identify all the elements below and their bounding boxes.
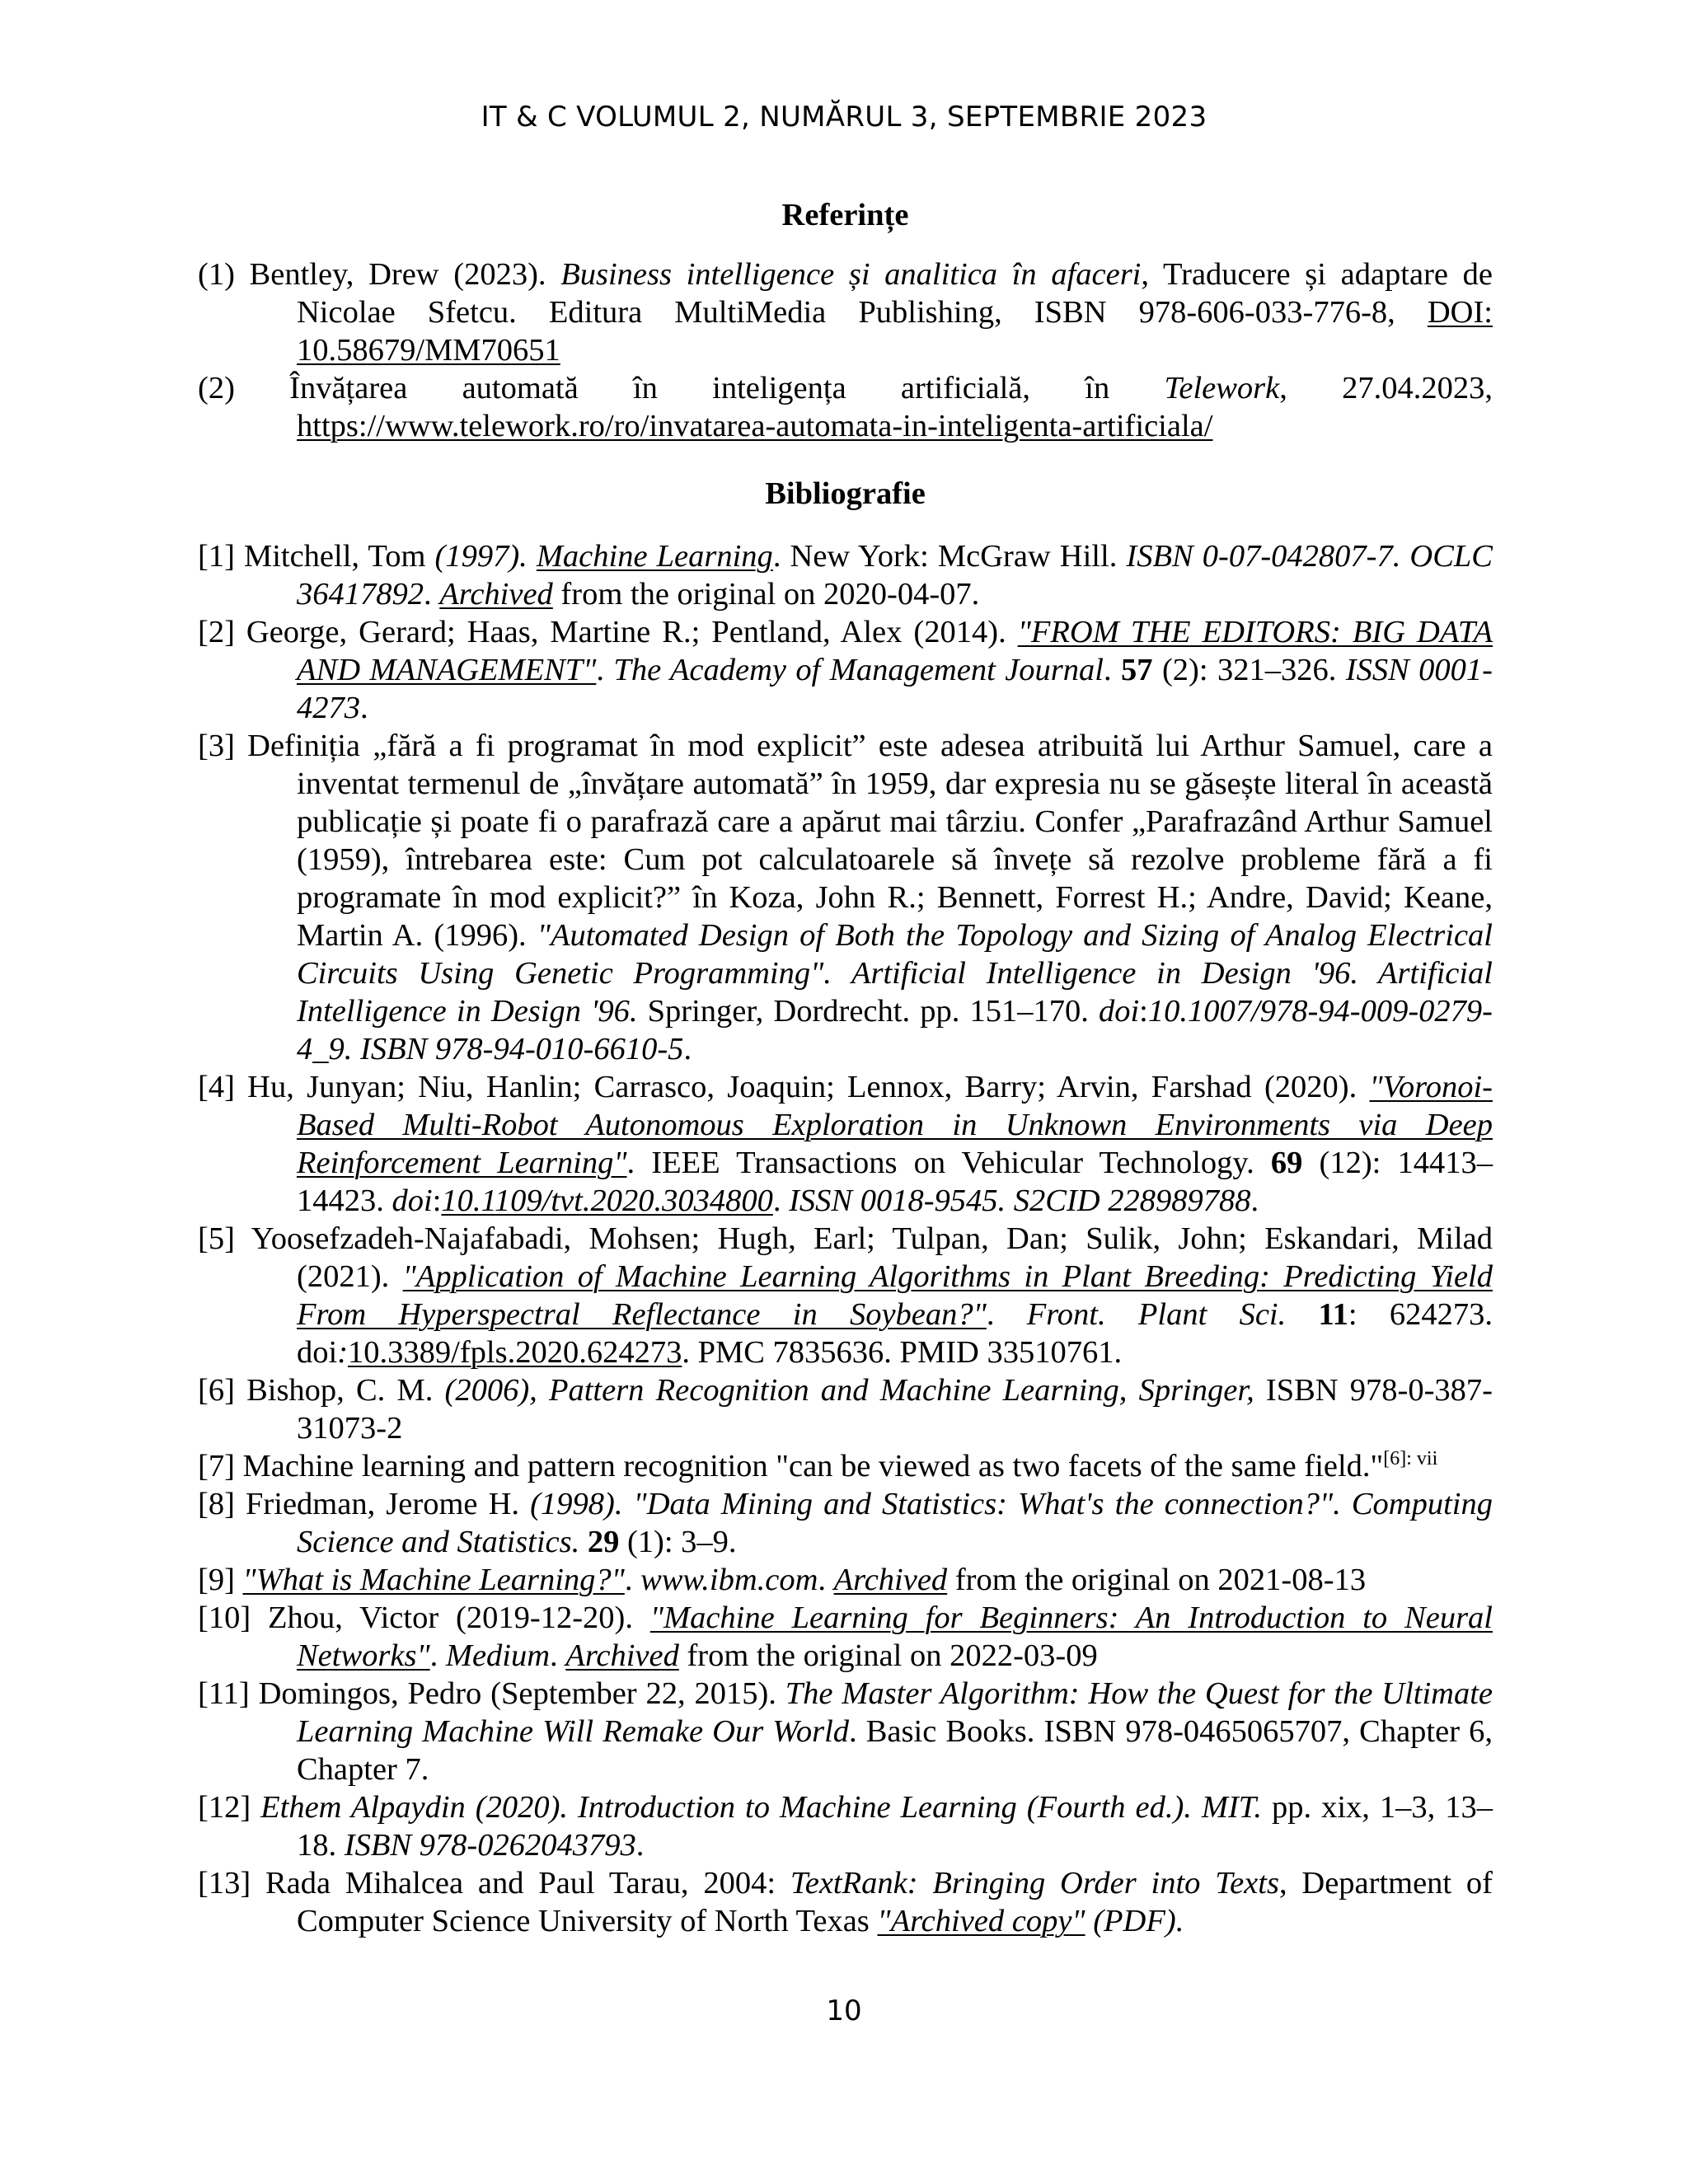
reference-text: . [424, 577, 440, 612]
reference-text: [4] Hu, Junyan; Niu, Hanlin; Carrasco, Joaquin; Lennox, Barry; Arvin, Farshad (2020). [198, 1070, 1370, 1104]
reference-entry [198, 1371, 1493, 1447]
reference-link[interactable]: DOI: 10.58679/MM70651 [297, 295, 1493, 368]
reference-entry [198, 613, 1493, 727]
reference-text: 69 [1270, 1146, 1303, 1180]
reference-text: (1): 3–9. [619, 1525, 737, 1559]
reference-text: Ethem Alpaydin (2020). Introduction to Machine Learning (Fourth ed.). MIT. [260, 1790, 1262, 1825]
reference-text: from the original on 2020-04-07. [552, 577, 980, 612]
reference-text: [13] Rada Mihalcea and Paul Tarau, 2004: [198, 1866, 790, 1900]
running-header: IT & C VOLUMUL 2, NUMĂRUL 3, SEPTEMBRIE 2023 [481, 101, 1207, 134]
reference-entry [198, 1561, 1493, 1599]
reference-text: . [772, 1183, 790, 1218]
reference-text: : [1139, 994, 1148, 1029]
reference-link[interactable]: 10.1109/tvt.2020.3034800 [441, 1183, 773, 1218]
reference-text: . [596, 653, 614, 687]
reference-link[interactable]: "FROM THE EDITORS: BIG DATA AND MANAGEMENT" [297, 615, 1493, 687]
reference-text: . Basic Books. ISBN 978-0465065707, Chapter 6, Chapter 7. [297, 1714, 1493, 1787]
reference-link[interactable]: "What is Machine Learning?" [242, 1563, 625, 1597]
reference-link[interactable]: "Voronoi-Based Multi-Robot Autonomous Exploration in Unknown Environments via Deep Reinforcement Learning" [297, 1070, 1493, 1180]
reference-text: The Academy of Management Journal [613, 653, 1104, 687]
reference-entry [198, 1788, 1493, 1864]
reference-text: Telework [1164, 371, 1280, 405]
reference-text: ISBN 978-0-387-31073-2 [297, 1373, 1493, 1446]
reference-text: ISSN 0018-9545. S2CID 228989788 [789, 1183, 1251, 1218]
reference-text: (2006), Pattern Recognition and Machine Learning, Springer, [444, 1373, 1254, 1408]
reference-text: . [1250, 1183, 1259, 1218]
reference-text: (PDF). [1093, 1904, 1184, 1938]
reference-link[interactable]: 10.3389/fpls.2020.624273 [348, 1335, 682, 1370]
reference-text: Medium [445, 1638, 551, 1673]
reference-text: , Traducere și adaptare de Nicolae Sfetcu. Editura MultiMedia Publishing, ISBN 978-606-033-776-8, [297, 257, 1493, 330]
reference-text: , Department of Computer Science University of North Texas [297, 1866, 1493, 1938]
reference-link[interactable]: Archived [833, 1563, 948, 1597]
reference-text: . [429, 1638, 446, 1673]
reference-link[interactable]: [6]: vii [1383, 1448, 1438, 1470]
reference-text: (2) Învățarea automată în inteligența artificială, în [198, 371, 1165, 405]
reference-text: [2] George, Gerard; Haas, Martine R.; Pentland, Alex (2014). [198, 615, 1018, 649]
reference-text: . [360, 691, 368, 725]
reference-text: [12] [198, 1790, 261, 1825]
reference-text: (1998). "Data Mining and Statistics: What's the connection?". Computing Science and Statistics. [297, 1487, 1493, 1559]
reference-entry [198, 1485, 1493, 1561]
reference-entry [198, 1864, 1493, 1940]
reference-link[interactable]: https://www.telework.ro/ro/invatarea-automata-in-inteligenta-artificiala/ [297, 409, 1213, 443]
reference-text: "Automated Design of Both the Topology and Sizing of Analog Electrical Circuits Using Genetic Programming". Artificial Intelligence in Design '96. Artificial Intelligence in Design '96. [297, 918, 1493, 1029]
reference-text: ISBN 0-07-042807-7. OCLC 36417892 [297, 539, 1493, 612]
section-title-bibliografie: Bibliografie [765, 476, 926, 511]
reference-entry [198, 1220, 1493, 1371]
reference-link[interactable]: "Application of Machine Learning Algorithms in Plant Breeding: Predicting Yield From Hyperspectral Reflectance in Soybean?" [297, 1259, 1493, 1332]
reference-text: [3] Definiția „fără a fi programat în mod explicit” este adesea atribuită lui Arthur Samuel, care a inventat termenul de „învățare automată” în 1959, dar expresia nu se găsește literal în această publicație și poate fi o parafrază care a apărut mai târziu. Confer „Parafrazând Arthur Samuel (1959), întrebarea este: Cum pot calculatoarele să învețe să rezolve probleme fără a fi programate în mod explicit?” în Koza, John R.; Bennett, Forrest H.; Andre, David; Keane, Martin A. (1996). [198, 729, 1493, 953]
page-number: 10 [826, 1994, 862, 2027]
reference-text: , 27.04.2023, [1279, 371, 1493, 405]
reference-link[interactable]: Archived [565, 1638, 679, 1673]
reference-text [1085, 1904, 1094, 1938]
reference-entry [198, 1068, 1493, 1220]
reference-text: . [818, 1563, 834, 1597]
reference-text: : [432, 1183, 442, 1218]
reference-text: from the original on 2021-08-13 [947, 1563, 1367, 1597]
reference-text: [6] Bishop, C. M. [198, 1373, 445, 1408]
reference-text: Business intelligence și analitica în afaceri [560, 257, 1142, 292]
reference-text [579, 1525, 588, 1559]
reference-text: : 624273. doi [297, 1297, 1493, 1370]
reference-text: . [550, 1638, 566, 1673]
reference-text: . [1103, 653, 1122, 687]
reference-entry [198, 727, 1493, 1068]
reference-entry [198, 1447, 1493, 1485]
reference-link[interactable]: "Archived copy" [877, 1904, 1085, 1938]
reference-text: pp. xix, 1–3, 13–18. [297, 1790, 1493, 1863]
reference-text: . New York: McGraw Hill. [772, 539, 1127, 574]
reference-text: (1997). [434, 539, 537, 574]
section-title-referinte: Referințe [781, 198, 909, 232]
reference-entry [198, 255, 1493, 369]
reference-text: Front. Plant Sci. [1026, 1297, 1287, 1332]
reference-entry [198, 1675, 1493, 1788]
reference-entry [198, 537, 1493, 613]
reference-entry [198, 369, 1493, 445]
reference-text: ISBN 978-0262043793 [344, 1828, 636, 1863]
reference-text: Springer, Dordrecht. pp. 151–170. [637, 994, 1099, 1029]
reference-text: (12): 14413–14423. [297, 1146, 1493, 1218]
reference-text: ISSN 0001-4273 [297, 653, 1493, 725]
bibliografie-list [198, 537, 1493, 1940]
reference-text: 11 [1318, 1297, 1348, 1332]
reference-entry [198, 1599, 1493, 1675]
reference-link[interactable]: Machine Learning [536, 539, 773, 574]
reference-text: doi [392, 1183, 433, 1218]
reference-text: [8] Friedman, Jerome H. [198, 1487, 531, 1521]
reference-text: 29 [587, 1525, 620, 1559]
reference-text: (2): 321–326. [1152, 653, 1346, 687]
reference-text: www.ibm.com [640, 1563, 818, 1597]
reference-text: 10.1007/978-94-009-0279-4_9. ISBN 978-94-010-6610-5 [297, 994, 1493, 1066]
reference-text: [5] Yoosefzadeh-Najafabadi, Mohsen; Hugh, Earl; Tulpan, Dan; Sulik, John; Eskandari, Milad (2021). [198, 1221, 1493, 1294]
page-body [198, 196, 1493, 1940]
reference-text: . [986, 1297, 1027, 1332]
reference-text: . [683, 1032, 692, 1066]
reference-text: [11] Domingos, Pedro (September 22, 2015). [198, 1676, 785, 1711]
reference-link[interactable]: "Machine Learning for Beginners: An Introduction to Neural Networks" [297, 1601, 1493, 1673]
reference-text: The Master Algorithm: How the Quest for the Ultimate Learning Machine Will Remake Our World [297, 1676, 1493, 1749]
reference-text: [1] Mitchell, Tom [198, 539, 435, 574]
reference-text: [7] Machine learning and pattern recognition "can be viewed as two facets of the same field." [198, 1449, 1384, 1483]
reference-text: TextRank: Bringing Order into Texts [790, 1866, 1279, 1900]
referinte-list [198, 255, 1493, 445]
reference-text: . [635, 1828, 645, 1863]
reference-text: [10] Zhou, Victor (2019-12-20). [198, 1601, 650, 1635]
reference-text [1286, 1297, 1318, 1332]
reference-text: : [337, 1335, 349, 1370]
reference-text: (1) Bentley, Drew (2023). [198, 257, 561, 292]
reference-link[interactable]: Archived [439, 577, 553, 612]
reference-text: . PMC 7835636. PMID 33510761. [682, 1335, 1123, 1370]
reference-text: [9] [198, 1563, 243, 1597]
reference-text: . IEEE Transactions on Vehicular Technology. [626, 1146, 1271, 1180]
reference-text: from the original on 2022-03-09 [678, 1638, 1098, 1673]
reference-text: doi [1098, 994, 1140, 1029]
reference-text: 57 [1121, 653, 1153, 687]
reference-text: . [624, 1563, 641, 1597]
